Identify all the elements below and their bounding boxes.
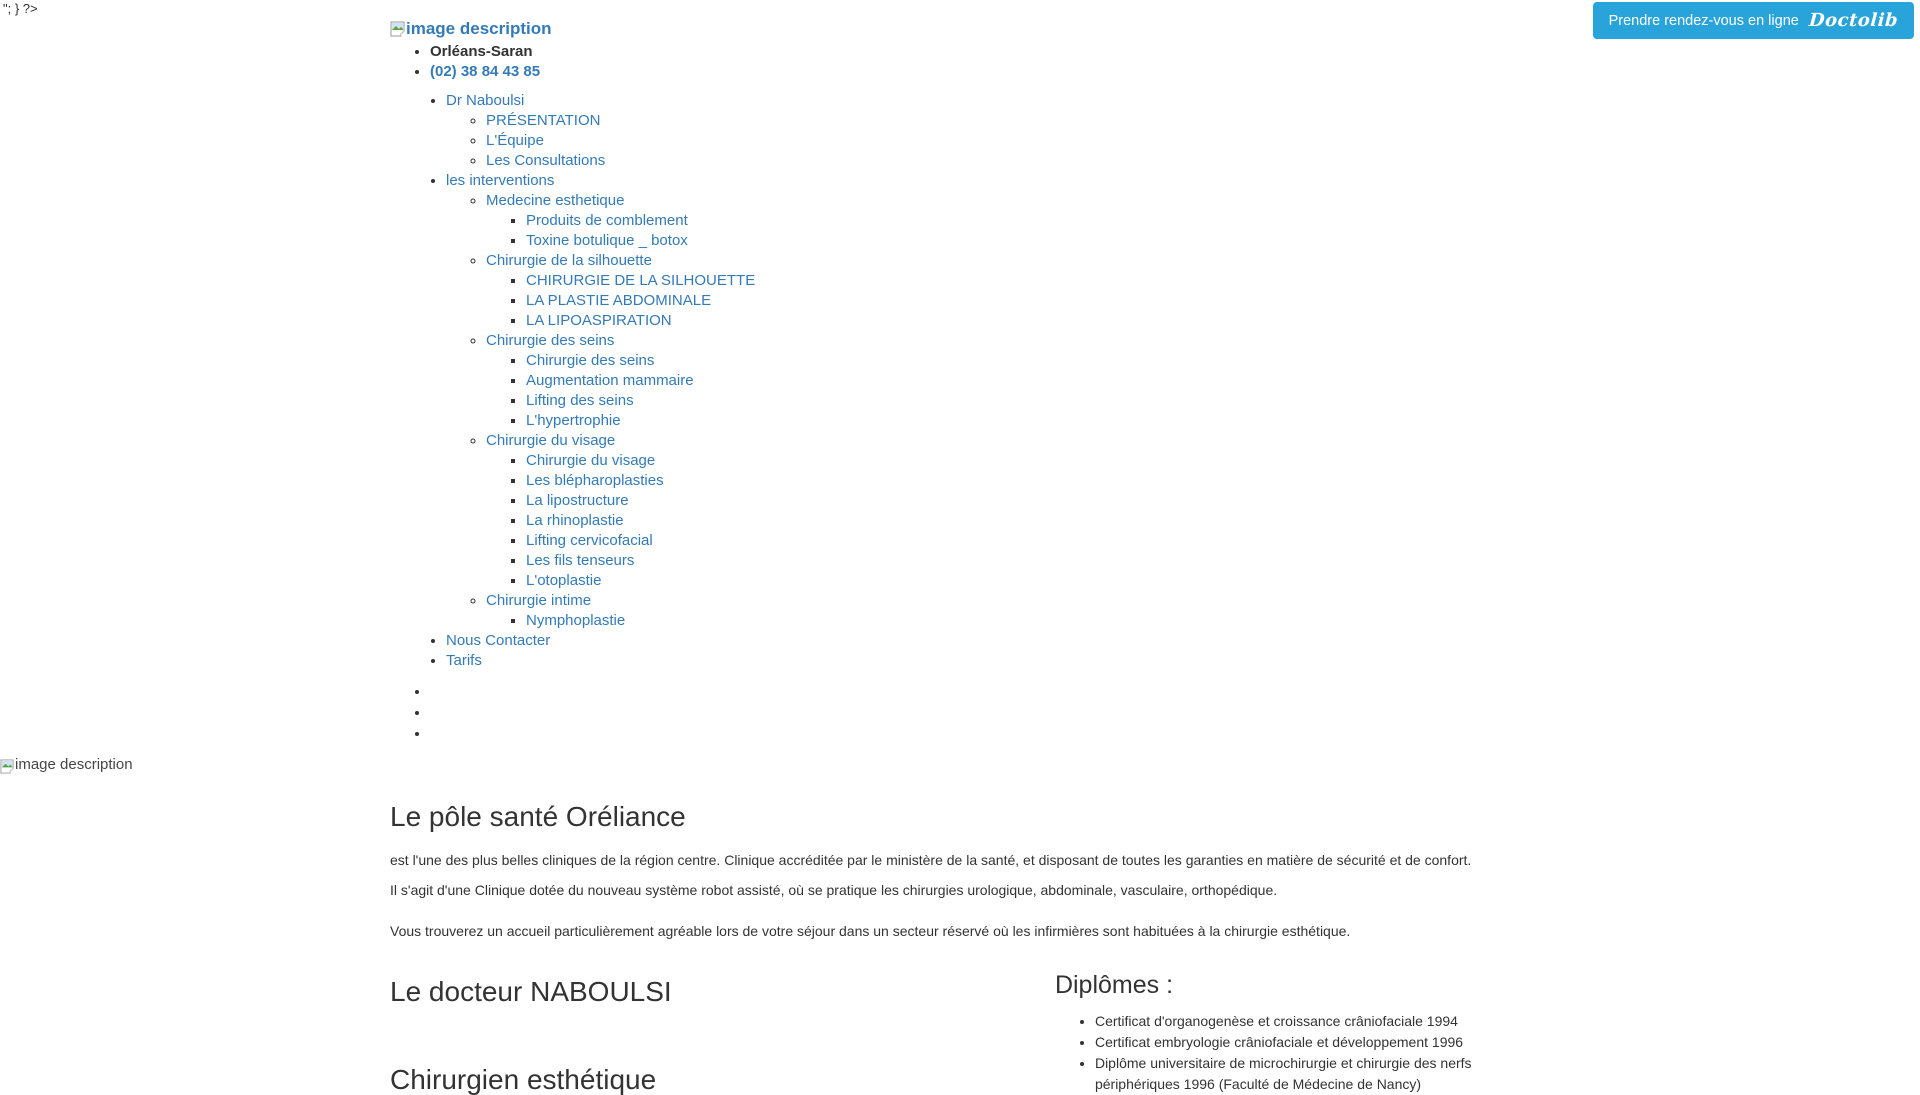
nav-item bbox=[526, 271, 1530, 291]
nav-submenu bbox=[486, 271, 1530, 331]
nav-link-chirurgie-des-seins[interactable]: Chirurgie des seins bbox=[486, 332, 615, 349]
intro-paragraph-2: Il s'agit d'une Clinique dotée du nouveau système robot assisté, où se pratique les chirurgies urologique, abdominale, vasculaire, orthopédique. bbox=[390, 881, 1278, 898]
nav-link-tarifs[interactable]: Tarifs bbox=[446, 652, 482, 669]
clinic-location: • Orléans-Saran bbox=[430, 42, 1530, 62]
nav-item bbox=[526, 371, 1530, 391]
php-code-fragment: "; } ?> bbox=[3, 1, 38, 16]
phone-link[interactable]: (02) 38 84 43 85 bbox=[430, 63, 541, 80]
page-title: Le pôle santé Oréliance bbox=[390, 801, 686, 832]
nav-menu bbox=[406, 91, 1530, 671]
diploma-item: • Diplôme universitaire de microchirurgie et chirurgie des nerfs périphériques 1996 (Faculté de Médecine de Nancy) bbox=[1095, 1053, 1530, 1095]
nav-item bbox=[526, 611, 1530, 631]
doctor-subtitle: Chirurgien esthétique bbox=[390, 1063, 657, 1095]
doctolib-booking-button[interactable] bbox=[1593, 2, 1914, 39]
broken-image-icon bbox=[0, 759, 14, 774]
diploma-item: • Certificat embryologie crâniofaciale et développement 1996 bbox=[1095, 1032, 1530, 1053]
empty-bullet bbox=[430, 681, 1530, 702]
nav-item bbox=[526, 211, 1530, 231]
nav-link-nous-contacter[interactable]: Nous Contacter bbox=[446, 632, 551, 649]
nav-link-la-lipostructure[interactable]: La lipostructure bbox=[526, 492, 629, 509]
nav-link-les-consultations[interactable]: Les Consultations bbox=[486, 152, 606, 169]
intro-paragraph-3: Vous trouverez un accueil particulièrement agréable lors de votre séjour dans un secteur réservé où les infirmières sont habituées à la chirurgie esthétique. bbox=[390, 922, 1351, 939]
nav-item bbox=[486, 331, 1530, 431]
nav-link-l-hypertrophie[interactable]: L'hypertrophie bbox=[526, 412, 621, 429]
logo-alt-text: image description bbox=[406, 19, 552, 38]
nav-link-medecine-esthetique[interactable]: Medecine esthetique bbox=[486, 192, 625, 209]
nav-item bbox=[446, 631, 1530, 651]
nav-link-dr-naboulsi[interactable]: Dr Naboulsi bbox=[446, 92, 525, 109]
nav-item bbox=[486, 591, 1530, 631]
hero-image-alt-text: image description bbox=[15, 756, 133, 773]
nav-item bbox=[486, 151, 1530, 171]
empty-bullet bbox=[430, 723, 1530, 744]
nav-item bbox=[526, 551, 1530, 571]
nav-link-chirurgie-de-la-silhouette[interactable]: CHIRURGIE DE LA SILHOUETTE bbox=[526, 272, 756, 289]
nav-item bbox=[446, 171, 1530, 631]
diplomas-list bbox=[1055, 1011, 1530, 1095]
nav-link-la-plastie-abdominale[interactable]: LA PLASTIE ABDOMINALE bbox=[526, 292, 712, 309]
nav-submenu bbox=[486, 451, 1530, 591]
nav-item bbox=[526, 231, 1530, 251]
nav-submenu bbox=[486, 211, 1530, 251]
nav-item bbox=[526, 491, 1530, 511]
broken-image-icon bbox=[390, 21, 405, 37]
nav-item bbox=[526, 351, 1530, 371]
phone-list-item bbox=[430, 62, 1530, 82]
nav-item bbox=[526, 471, 1530, 491]
site-logo-link[interactable] bbox=[390, 18, 551, 40]
nav-item bbox=[526, 451, 1530, 471]
nav-submenu bbox=[486, 611, 1530, 631]
nav-link-les-blepharoplasties[interactable]: Les blépharoplasties bbox=[526, 472, 664, 489]
nav-item bbox=[526, 291, 1530, 311]
nav-link-produits-de-comblement[interactable]: Produits de comblement bbox=[526, 212, 688, 229]
nav-link-les-fils-tenseurs[interactable]: Les fils tenseurs bbox=[526, 552, 635, 569]
nav-link-chirurgie-du-visage[interactable]: Chirurgie du visage bbox=[526, 452, 656, 469]
nav-link-les-interventions[interactable]: les interventions bbox=[446, 172, 555, 189]
nav-link-augmentation-mammaire[interactable]: Augmentation mammaire bbox=[526, 372, 694, 389]
diploma-item: • Certificat d'organogenèse et croissance crâniofaciale 1994 bbox=[1095, 1011, 1530, 1032]
hero-image-placeholder bbox=[0, 756, 1920, 774]
nav-link-chirurgie-intime[interactable]: Chirurgie intime bbox=[486, 592, 592, 609]
nav-link-chirurgie-des-seins[interactable]: Chirurgie des seins bbox=[526, 352, 655, 369]
nav-submenu bbox=[446, 111, 1530, 171]
main-content bbox=[375, 802, 1545, 1095]
nav-item bbox=[486, 431, 1530, 591]
nav-item bbox=[526, 531, 1530, 551]
nav-link-la-lipoaspiration[interactable]: LA LIPOASPIRATION bbox=[526, 312, 672, 329]
nav-item bbox=[446, 651, 1530, 671]
nav-item bbox=[486, 191, 1530, 251]
doctolib-logo: Doctolib bbox=[1808, 10, 1899, 31]
nav-link-la-rhinoplastie[interactable]: La rhinoplastie bbox=[526, 512, 624, 529]
empty-bullet-list bbox=[390, 681, 1530, 744]
nav-link-toxine-botulique-botox[interactable]: Toxine botulique _ botox bbox=[526, 232, 688, 249]
contact-list bbox=[390, 42, 1530, 82]
nav-link-l-equipe[interactable]: L'Équipe bbox=[486, 132, 544, 149]
nav-link-l-otoplastie[interactable]: L'otoplastie bbox=[526, 572, 602, 589]
nav-link-chirurgie-du-visage[interactable]: Chirurgie du visage bbox=[486, 432, 616, 449]
doctor-title: Le docteur NABOULSI bbox=[390, 975, 672, 1007]
doctor-column bbox=[390, 951, 1055, 1095]
nav-link-lifting-des-seins[interactable]: Lifting des seins bbox=[526, 392, 634, 409]
doctolib-button-label: Prendre rendez-vous en ligne bbox=[1608, 12, 1799, 29]
nav-link-chirurgie-de-la-silhouette[interactable]: Chirurgie de la silhouette bbox=[486, 252, 652, 269]
main-navigation bbox=[390, 91, 1530, 671]
nav-submenu bbox=[446, 191, 1530, 631]
nav-item bbox=[486, 131, 1530, 151]
header-container bbox=[375, 0, 1545, 744]
nav-item bbox=[526, 511, 1530, 531]
doctor-section bbox=[390, 951, 1530, 1095]
intro-paragraph-1: est l'une des plus belles cliniques de la région centre. Clinique accréditée par le ministère de la santé, et disposant de toutes les garanties en matière de sécurité et de confort. bbox=[390, 851, 1472, 868]
nav-item bbox=[526, 571, 1530, 591]
diplomas-column bbox=[1055, 951, 1530, 1095]
nav-item bbox=[526, 391, 1530, 411]
nav-link-presentation[interactable]: PRÉSENTATION bbox=[486, 112, 601, 129]
nav-link-nymphoplastie[interactable]: Nymphoplastie bbox=[526, 612, 626, 629]
diplomas-title: Diplômes : bbox=[1054, 970, 1174, 999]
nav-item bbox=[526, 311, 1530, 331]
nav-link-lifting-cervicofacial[interactable]: Lifting cervicofacial bbox=[526, 532, 653, 549]
nav-item bbox=[486, 251, 1530, 331]
empty-bullet bbox=[430, 702, 1530, 723]
nav-item bbox=[526, 411, 1530, 431]
nav-item bbox=[446, 91, 1530, 171]
nav-submenu bbox=[486, 351, 1530, 431]
nav-item bbox=[486, 111, 1530, 131]
